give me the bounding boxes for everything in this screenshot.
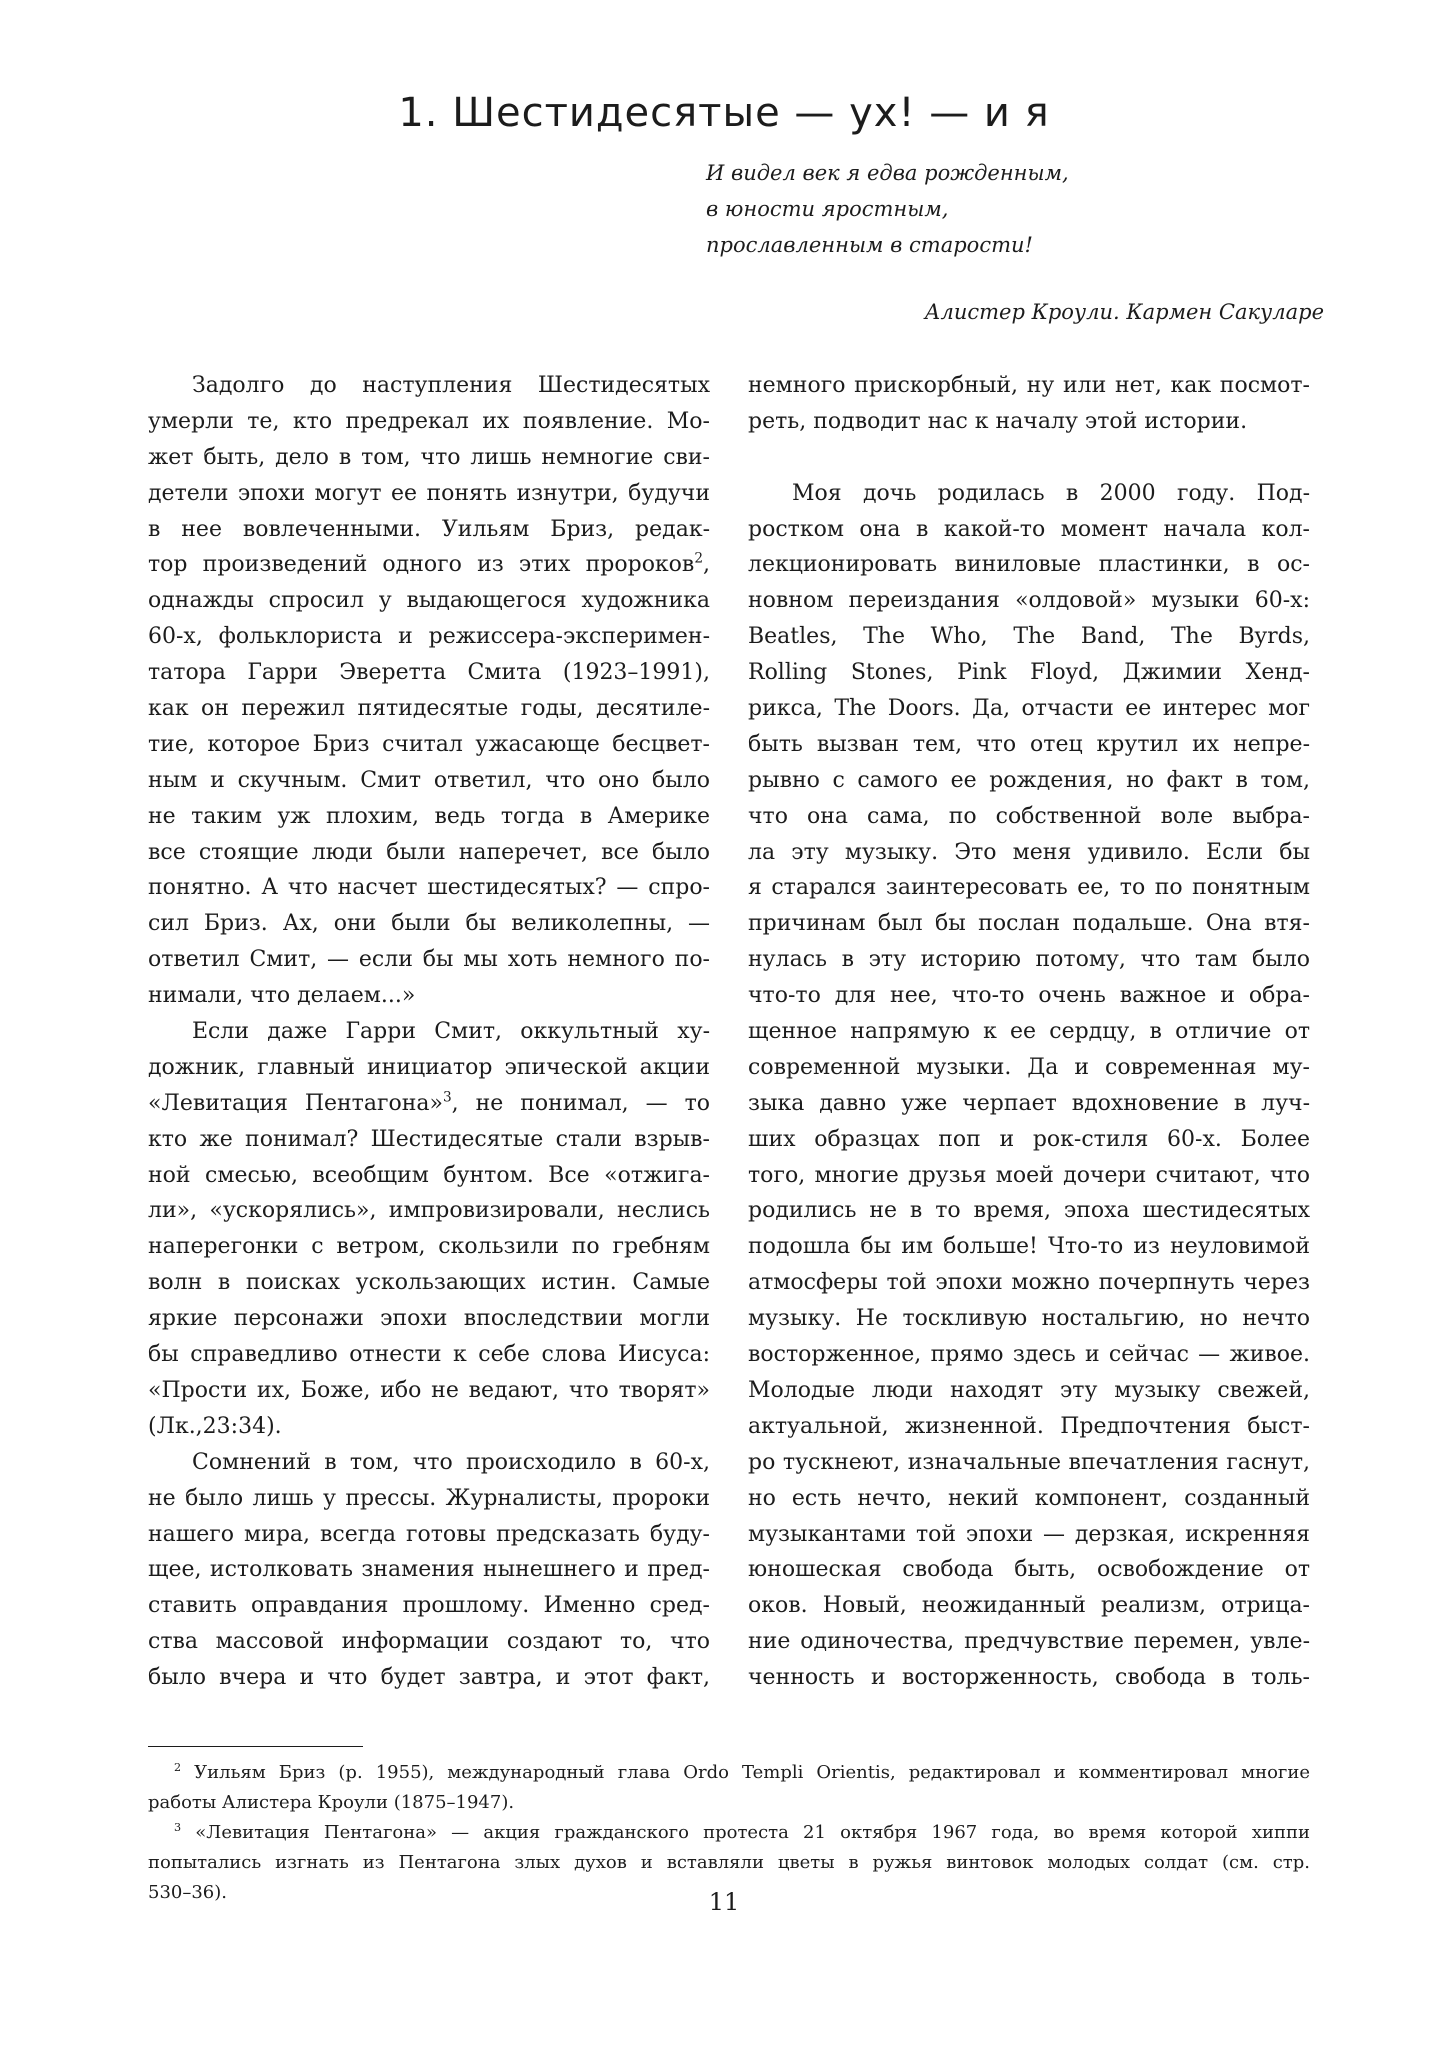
chapter-title: 1. Шестидесятые — ух! — и я (398, 90, 1050, 136)
text-fragment: , не понимал, — то (451, 1090, 710, 1116)
text-line: атмосферы той эпохи можно почерпнуть через (748, 1270, 1310, 1296)
text-line: нулась в эту историю потому, что там было (748, 947, 1310, 973)
text-line: (Лк.,23:34). (148, 1413, 282, 1439)
text-line: ро тускнеют, изначальные впечатления гаснут, (748, 1449, 1310, 1475)
text-line: не таким уж плохим, ведь тогда в Америке (148, 803, 710, 829)
text-line: ние одиночества, предчувствие перемен, увле- (748, 1629, 1310, 1655)
text-line: родились не в то время, эпоха шестидесятых (748, 1198, 1310, 1224)
text-line: новном переиздания «олдовой» музыки 60-х: (748, 588, 1310, 614)
text-line: юношеская свобода быть, освобождение от (748, 1557, 1310, 1583)
text-line: ставить оправдания прошлому. Именно сред- (148, 1593, 710, 1619)
text-line: музыкантами той эпохи — дерзкая, искренняя (748, 1521, 1310, 1547)
text-line: оков. Новый, неожиданный реализм, отрица- (748, 1593, 1310, 1619)
text-line: наперегонки с ветром, скользили по гребням (148, 1234, 710, 1260)
text-line: Beatles, The Who, The Band, The Byrds, (748, 624, 1310, 650)
text-line: как он пережил пятидесятые годы, десятиле- (148, 696, 710, 722)
text-line (148, 547, 710, 583)
text-line: лекционировать виниловые пластинки, в ос- (748, 552, 1310, 578)
text-line: «Прости их, Боже, ибо не ведают, что творят» (148, 1377, 710, 1403)
text-line: быть вызван тем, что отец крутил их непре- (748, 731, 1310, 757)
text-line: Моя дочь родилась в 2000 году. Под- (792, 480, 1310, 506)
epigraph-line: в юности яростным, (706, 197, 949, 221)
footnote-number: 2 (174, 1761, 182, 1774)
text-line: было вчера и что будет завтра, и этот факт, (148, 1665, 710, 1691)
text-line: жет быть, дело в том, что лишь немногие сви- (148, 444, 710, 470)
text-line: нимали, что делаем...» (148, 983, 416, 1009)
text-line: ли», «ускорялись», импровизировали, неслись (148, 1198, 710, 1224)
footnote-divider (148, 1746, 363, 1747)
epigraph-line: И видел век я едва рожденным, (706, 161, 1069, 185)
text-line: дожник, главный инициатор эпической акции (148, 1054, 710, 1080)
text-line: яркие персонажи эпохи впоследствии могли (148, 1306, 710, 1332)
text-line: умерли те, кто предрекал их появление. Мо- (148, 408, 710, 434)
epigraph-line: прославленным в старости! (706, 233, 1033, 257)
text-line: восторженное, прямо здесь и сейчас — живое. (748, 1342, 1310, 1368)
text-line: сил Бриз. Ах, они были бы великолепны, — (148, 911, 710, 937)
text-fragment: «Левитация Пентагона» (148, 1090, 443, 1116)
text-line: Rolling Stones, Pink Floyd, Джимии Хенд- (748, 660, 1310, 686)
page-number: 11 (708, 1888, 740, 1916)
paragraph-gap (748, 440, 1310, 476)
text-line (148, 1086, 710, 1122)
footnote-line: работы Алистера Кроули (1875–1947). (148, 1792, 515, 1813)
footnotes (148, 1758, 1310, 1908)
text-line: что она сама, по собственной воле выбра- (748, 803, 1310, 829)
left-column (148, 368, 710, 1696)
footnote-line (148, 1758, 1310, 1788)
text-line: зыка давно уже черпает вдохновение в луч- (748, 1090, 1310, 1116)
text-line: понятно. А что насчет шестидесятых? — спро- (148, 875, 710, 901)
text-line: музыку. Не тоскливую ностальгию, но нечто (748, 1306, 1310, 1332)
text-line: ших образцах поп и рок-стиля 60-х. Более (748, 1126, 1310, 1152)
right-column (748, 368, 1310, 1696)
text-line: ченность и восторженность, свобода в толь- (748, 1665, 1310, 1691)
footnote-ref: 3 (442, 1089, 452, 1106)
text-line: я старался заинтересовать ее, то по понятным (748, 875, 1310, 901)
footnote-ref: 2 (694, 551, 703, 568)
text-line: что-то для нее, что-то очень важное и обра- (748, 983, 1310, 1009)
text-line: ным и скучным. Смит ответил, что оно было (148, 767, 710, 793)
text-line: щенное напрямую к ее сердцу, в отличие от (748, 1019, 1310, 1045)
text-line: Если даже Гарри Смит, оккультный ху- (192, 1019, 710, 1045)
epigraph-attribution: Алистер Кроули. Кармен Сакуларе (924, 300, 1324, 324)
text-fragment: , (703, 552, 710, 578)
text-line: не было лишь у прессы. Журналисты, пророки (148, 1485, 710, 1511)
text-line: рикса, The Doors. Да, отчасти ее интерес мог (748, 696, 1310, 722)
text-line: реть, подводит нас к началу этой истории. (748, 408, 1248, 434)
footnote-text: Уильям Бриз (р. 1955), международный глава Ordo Templi Orientis, редактировал и комментировал многие (194, 1762, 1310, 1783)
epigraph (706, 155, 1326, 263)
text-line: Задолго до наступления Шестидесятых (192, 373, 710, 398)
text-line: ной смесью, всеобщим бунтом. Все «отжига- (148, 1162, 710, 1188)
text-line: кто же понимал? Шестидесятые стали взрыв- (148, 1126, 710, 1152)
text-line: тие, которое Бриз считал ужасающе бесцвет- (148, 731, 710, 757)
text-line: все стоящие люди были наперечет, все было (148, 839, 710, 865)
text-line: современной музыки. Да и современная му- (748, 1054, 1310, 1080)
text-line: немного прискорбный, ну или нет, как посмот- (748, 373, 1310, 398)
text-line: 60-х, фольклориста и режиссера-эксперимен- (148, 624, 710, 650)
text-fragment: тор произведений одного из этих пророков (148, 552, 695, 578)
text-line: щее, истолковать знамения нынешнего и пред- (148, 1557, 710, 1583)
text-line: ства массовой информации создают то, что (148, 1629, 710, 1655)
text-line: но есть нечто, некий компонент, созданный (748, 1485, 1310, 1511)
text-line: Молодые люди находят эту музыку свежей, (748, 1377, 1310, 1403)
footnote-text: «Левитация Пентагона» — акция гражданского протеста 21 октября 1967 года, во время которой хиппи (195, 1822, 1310, 1843)
text-line: причинам был бы послан подальше. Она втя- (748, 911, 1310, 937)
text-line: того, многие друзья моей дочери считают, что (748, 1162, 1310, 1188)
text-line: подошла бы им больше! Что-то из неуловимой (748, 1234, 1310, 1260)
text-line: ростком она в какой-то момент начала кол- (748, 516, 1310, 542)
text-line: ла эту музыку. Это меня удивило. Если бы (748, 839, 1310, 865)
footnote-number: 3 (174, 1821, 182, 1834)
footnote-line: попытались изгнать из Пентагона злых духов и вставляли цветы в ружья винтовок молодых солдат (см. стр. (148, 1852, 1310, 1873)
footnote-line (148, 1818, 1310, 1848)
text-line: однажды спросил у выдающегося художника (148, 588, 710, 614)
text-line: нашего мира, всегда готовы предсказать буду- (148, 1521, 710, 1547)
text-line: татора Гарри Эверетта Смита (1923–1991), (148, 660, 710, 686)
text-line: волн в поисках ускользающих истин. Самые (148, 1270, 710, 1296)
text-line: бы справедливо отнести к себе слова Иисуса: (148, 1342, 710, 1368)
text-line: актуальной, жизненной. Предпочтения быст- (748, 1413, 1310, 1439)
text-line: ответил Смит, — если бы мы хоть немного по- (148, 947, 710, 973)
text-line: рывно с самого ее рождения, но факт в том, (748, 767, 1310, 793)
text-line: детели эпохи могут ее понять изнутри, будучи (148, 480, 710, 506)
footnote-line: 530–36). (148, 1882, 228, 1903)
text-line: Сомнений в том, что происходило в 60-х, (192, 1449, 710, 1475)
text-line: в нее вовлеченными. Уильям Бриз, редак- (148, 516, 710, 542)
